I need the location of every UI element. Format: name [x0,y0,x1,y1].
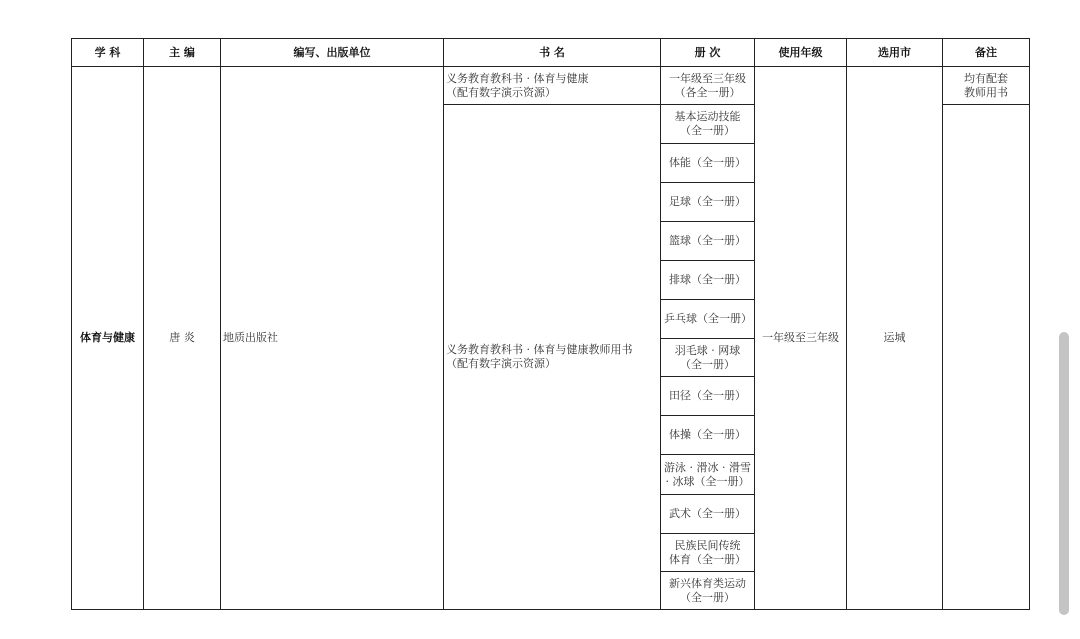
volume-cell [661,144,755,183]
volume-text: 体操（全一册） [669,428,746,441]
editor-cell: 唐 炎 [144,67,221,610]
subject-cell: 体育与健康 [72,67,144,610]
volume-text: 民族民间传统 体育（全一册） [669,538,746,566]
volume-cell [661,455,755,495]
volume-text: 排球（全一册） [669,273,746,286]
volume-cell [661,339,755,377]
volume-cell [661,67,755,105]
book-title-cell: 义务教育教科书 · 体育与健康教师用书 （配有数字演示资源） [444,105,661,610]
header-row [72,39,1030,67]
volume-text: 新兴体育类运动 （全一册） [669,576,746,604]
volume-cell [661,105,755,144]
volume-text: 游泳 · 滑冰 · 滑雪 · 冰球（全一册） [664,460,751,488]
volume-cell [661,261,755,300]
volume-cell [661,495,755,534]
header-editor: 主 编 [144,39,221,67]
volume-text: 武术（全一册） [669,507,746,520]
header-volume: 册 次 [661,39,755,67]
publisher-cell: 地质出版社 [221,67,444,610]
table-row [72,67,1030,105]
volume-text: 篮球（全一册） [669,234,746,247]
header-city: 选用市 [847,39,943,67]
vertical-scrollbar-thumb[interactable] [1059,332,1069,615]
volume-text: 足球（全一册） [669,195,746,208]
header-grade: 使用年级 [755,39,847,67]
volume-cell [661,534,755,572]
volume-text: 羽毛球 · 网球 （全一册） [674,343,741,371]
grade-cell: 一年级至三年级 [755,67,847,610]
volume-text: 体能（全一册） [669,156,746,169]
volume-cell [661,183,755,222]
volume-cell [661,416,755,455]
book-title-cell: 义务教育教科书 · 体育与健康 （配有数字演示资源） [444,67,661,105]
header-book: 书 名 [444,39,661,67]
volume-text: 一年级至三年级 （各全一册） [669,71,746,99]
header-subject: 学 科 [72,39,144,67]
remark-cell: 均有配套 教师用书 [943,67,1030,105]
city-cell: 运城 [847,67,943,610]
volume-cell [661,377,755,416]
textbook-table [71,38,1030,610]
volume-cell [661,222,755,261]
volume-text: 乒乓球（全一册） [664,312,752,325]
volume-cell [661,572,755,610]
header-publisher: 编写、出版单位 [221,39,444,67]
volume-text: 田径（全一册） [669,389,746,402]
remark-cell-empty [943,105,1030,610]
volume-cell [661,300,755,339]
volume-text: 基本运动技能 （全一册） [674,110,741,137]
header-remark: 备注 [943,39,1030,67]
